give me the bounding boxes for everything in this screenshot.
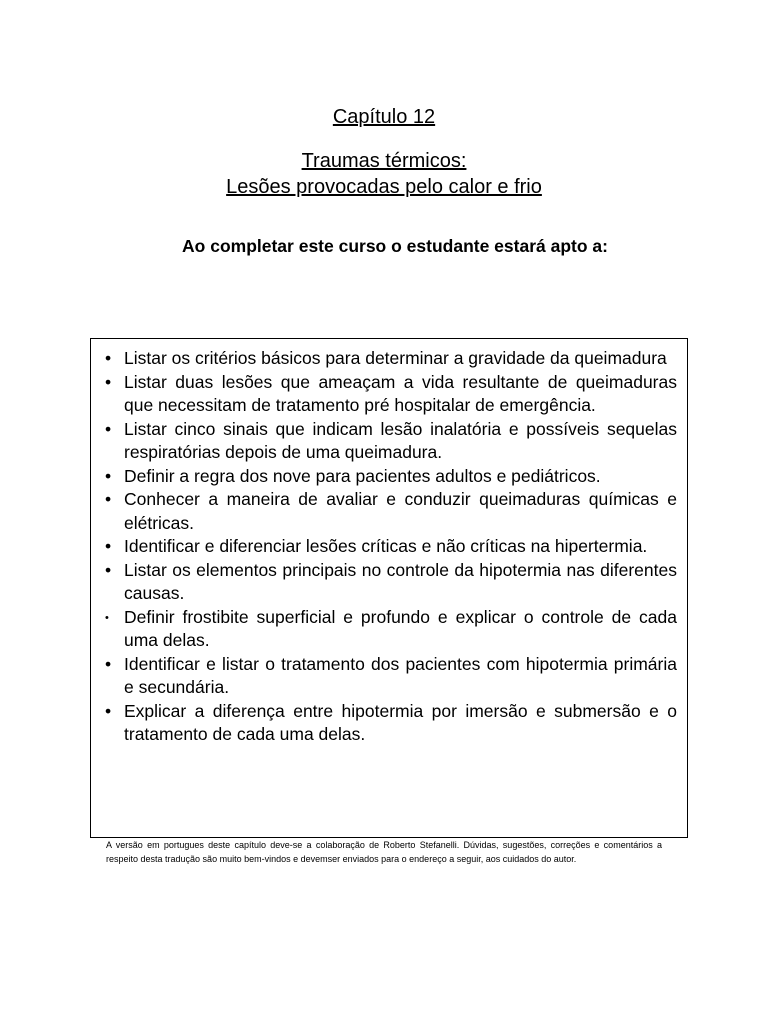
objective-item — [105, 535, 677, 559]
bullet-icon: • — [105, 418, 112, 439]
bullet-icon: • — [105, 700, 112, 721]
objective-item — [105, 606, 677, 653]
objective-text: Listar os elementos principais no controle da hipotermia nas diferentes causas. — [124, 559, 677, 603]
objective-text: Identificar e diferenciar lesões críticas e não críticas na hipertermia. — [124, 536, 648, 556]
bullet-icon: • — [105, 611, 109, 624]
bullet-icon: • — [105, 653, 112, 674]
chapter-title: Capítulo 12 — [332, 106, 436, 128]
objective-item — [105, 559, 677, 606]
objective-text: Explicar a diferença entre hipotermia por imersão e submersão e o tratamento de cada uma delas. — [124, 700, 677, 744]
objective-item — [105, 371, 677, 418]
objective-item — [105, 347, 677, 371]
objectives-list — [91, 339, 687, 747]
objective-text: Listar duas lesões que ameaçam a vida resultante de queimaduras que necessitam de tratamento pré hospitalar de emergência. — [124, 371, 677, 415]
objective-text: Listar os critérios básicos para determinar a gravidade da queimadura — [124, 348, 667, 368]
bullet-icon: • — [105, 465, 112, 486]
subtitle-line-2: Lesões provocadas pelo calor e frio — [226, 176, 542, 198]
objective-item — [105, 465, 677, 489]
objective-text: Identificar e listar o tratamento dos pacientes com hipotermia primária e secundária. — [124, 653, 677, 697]
bullet-icon: • — [105, 348, 112, 368]
translation-footnote: A versão em portugues deste capítulo deve-se a colaboração de Roberto Stefanelli. Dúvidas, sugestões, correções e comentários a respeito desta tradução são muito bem-vindos e devemser enviados para o endereço a seguir, aos cuidados do autor. — [106, 840, 662, 864]
bullet-icon: • — [105, 559, 112, 580]
objective-text: Definir frostibite superficial e profundo e explicar o controle de cada uma delas. — [124, 606, 677, 650]
objective-item — [105, 700, 677, 747]
objective-item — [105, 653, 677, 700]
chapter-subtitle — [0, 148, 768, 200]
objectives-box — [90, 338, 688, 838]
intro-text: Ao completar este curso o estudante estará apto a: — [182, 236, 608, 256]
bullet-icon: • — [105, 489, 112, 509]
bullet-icon: • — [105, 371, 112, 392]
objective-text: Definir a regra dos nove para pacientes adultos e pediátricos. — [124, 465, 601, 486]
objective-text: Listar cinco sinais que indicam lesão inalatória e possíveis sequelas respiratórias depois de uma queimadura. — [124, 418, 677, 462]
objective-text: Conhecer a maneira de avaliar e conduzir queimaduras químicas e elétricas. — [124, 489, 677, 533]
subtitle-line-1: Traumas térmicos: — [301, 150, 467, 172]
objective-item — [105, 488, 677, 535]
bullet-icon: • — [105, 536, 112, 556]
objective-item — [105, 418, 677, 465]
